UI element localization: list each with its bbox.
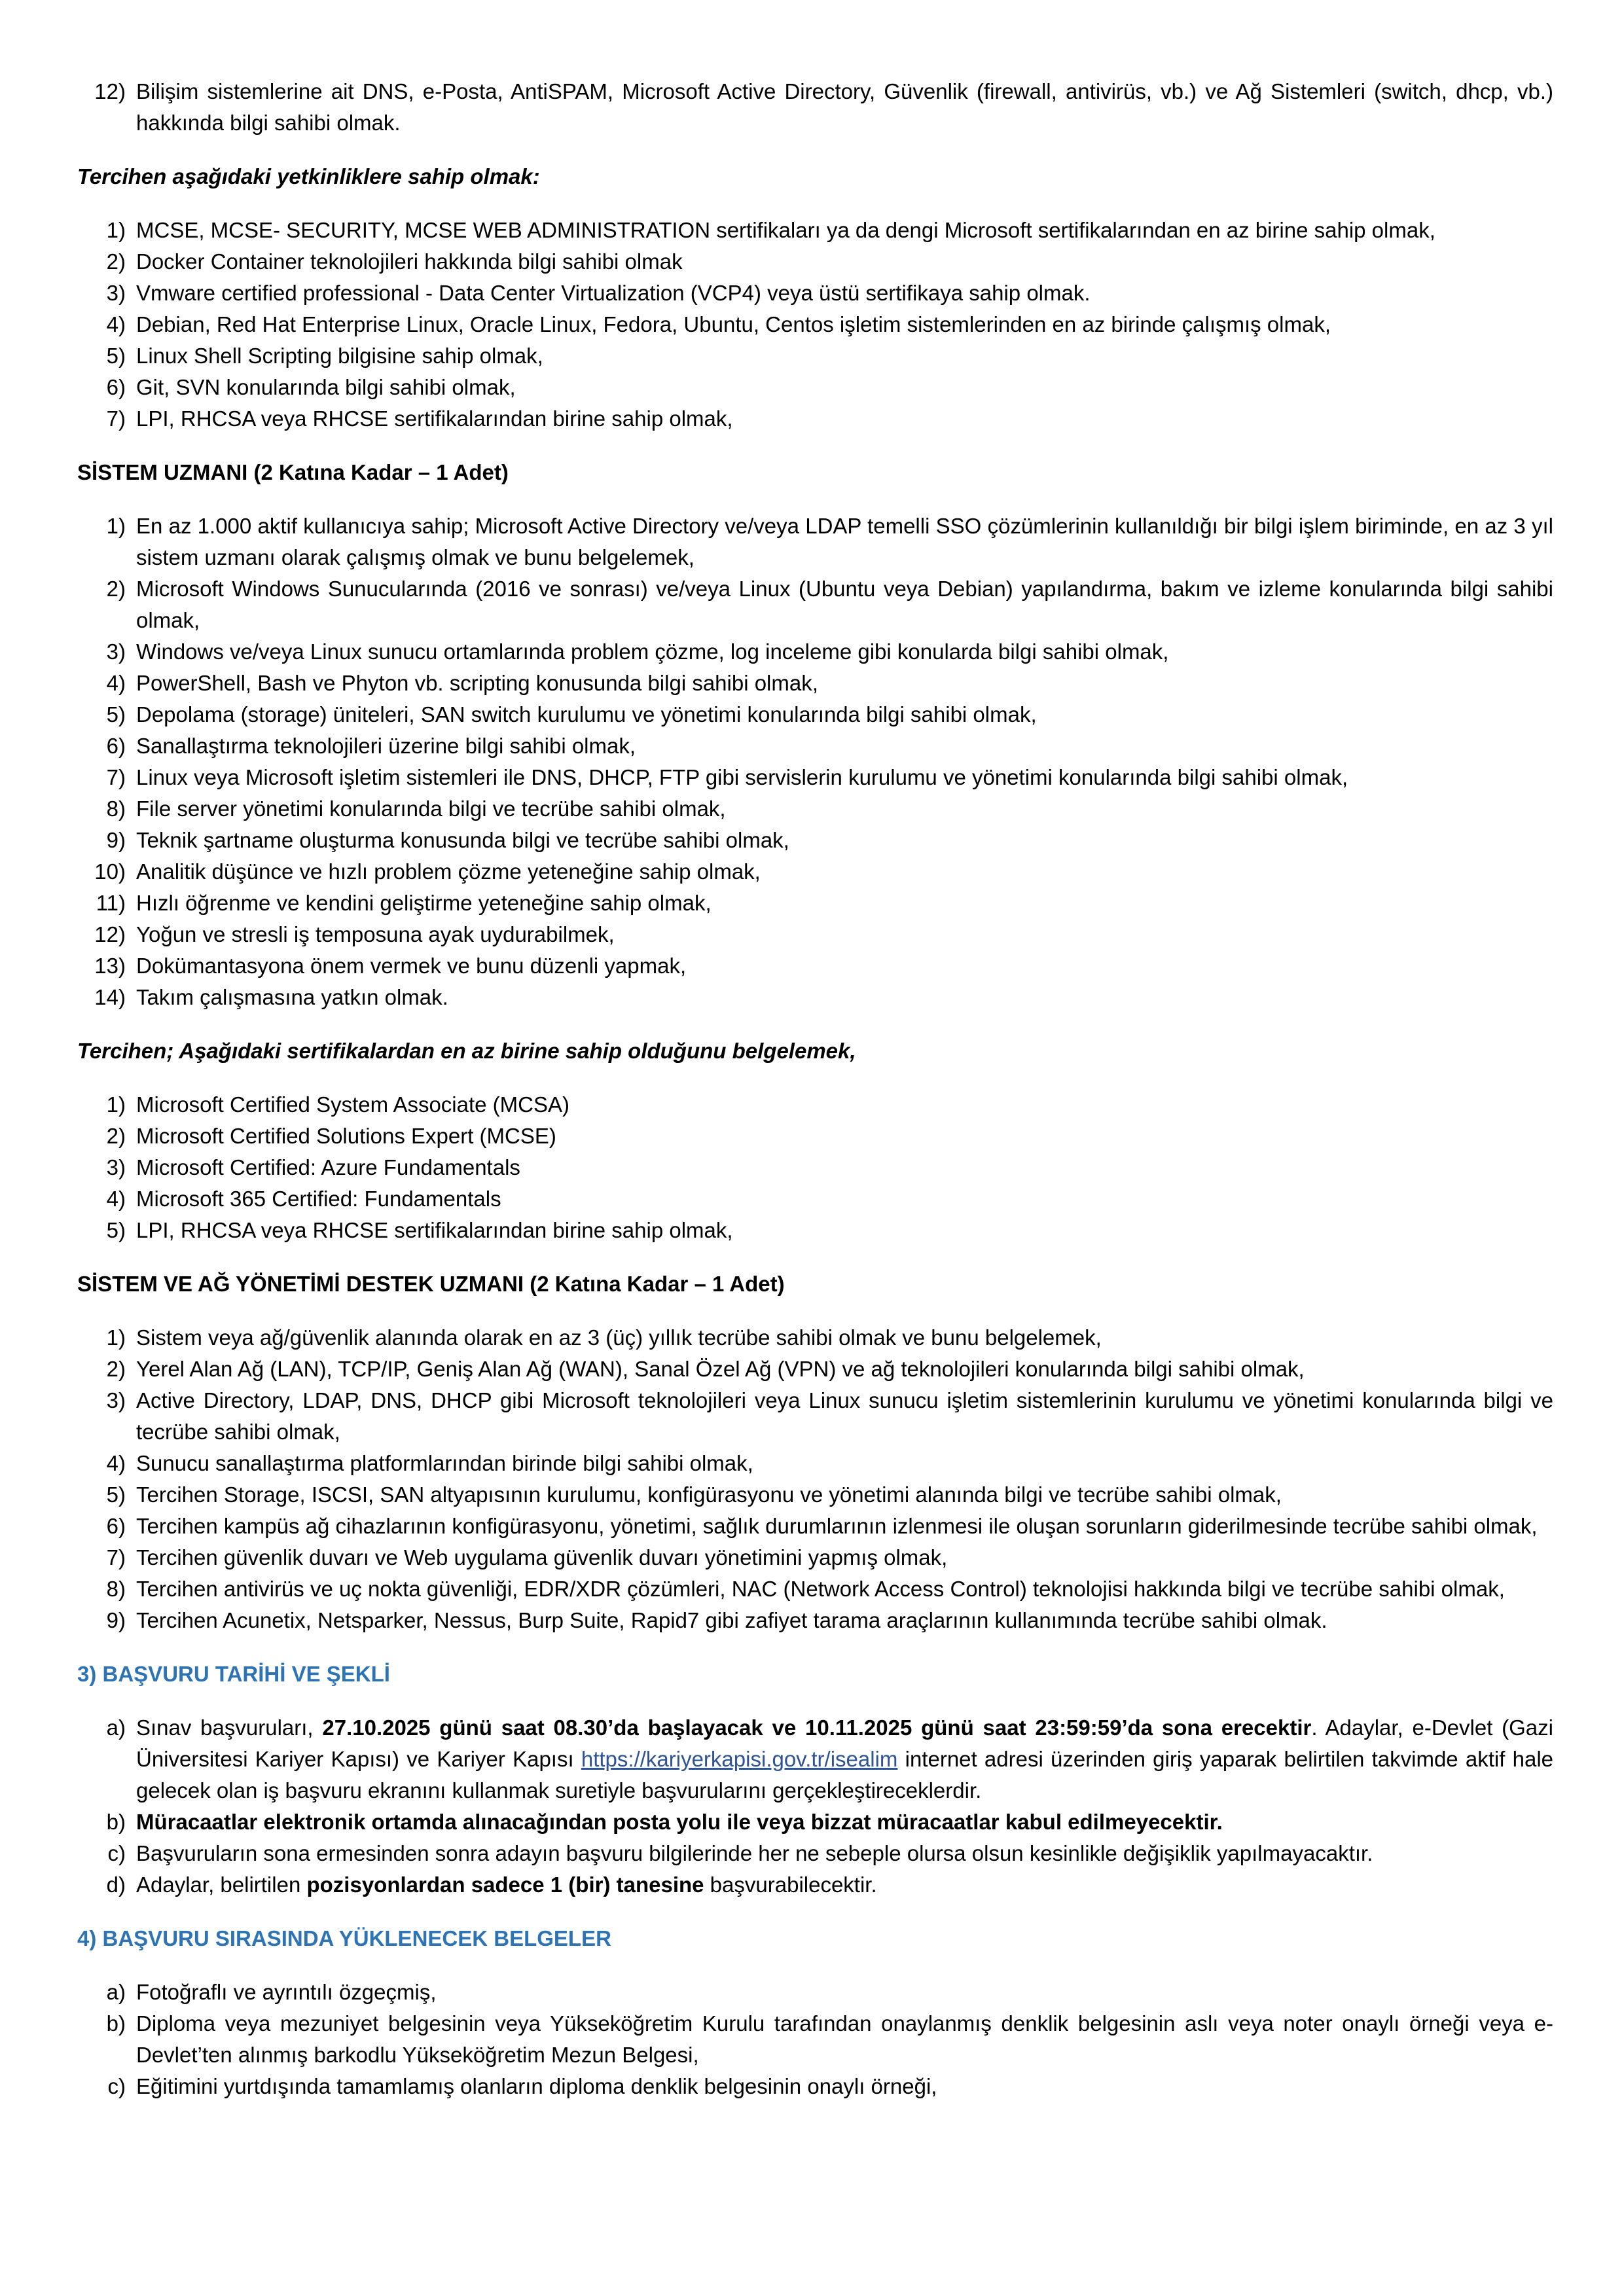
item-number: b) <box>106 1810 126 1834</box>
item-text: Başvuruların sona ermesinden sonra adayın başvuru bilgilerinde her ne sebeple olursa olsun kesinlikle değişiklik yapılmayacaktır. <box>136 1841 1373 1865</box>
list-item <box>77 1089 1553 1121</box>
item-number: 12) <box>94 79 126 103</box>
item-text: Linux Shell Scripting bilgisine sahip olmak, <box>136 344 543 368</box>
belgeler-section-heading: 4) BAŞVURU SIRASINDA YÜKLENECEK BELGELER <box>77 1926 611 1950</box>
item-text: Active Directory, LDAP, DNS, DHCP gibi Microsoft teknolojileri veya Linux sunucu işletim sistemlerinin kurulumu ve yönetimi konularında bilgi ve tecrübe sahibi olmak, <box>136 1388 1553 1444</box>
item-text: Microsoft 365 Certified: Fundamentals <box>136 1187 501 1211</box>
list-item <box>77 888 1553 919</box>
list-item <box>77 1712 1553 1806</box>
item-number: 4) <box>106 671 126 695</box>
text-run: . Adaylar, e-Devlet (Gazi Üniversitesi Kariyer Kapısı) ve Kariyer Kapısı <box>136 1715 1553 1771</box>
basvuru-list <box>77 1712 1553 1901</box>
item-number: d) <box>106 1873 126 1897</box>
item-text: Microsoft Certified: Azure Fundamentals <box>136 1155 520 1179</box>
item-number: 2) <box>106 1124 126 1148</box>
list-item <box>77 340 1553 372</box>
item-number: b) <box>106 2011 126 2036</box>
preferred-skills-heading: Tercihen aşağıdaki yetkinliklere sahip olmak: <box>77 164 540 188</box>
item-text: Dokümantasyona önem vermek ve bunu düzenli yapmak, <box>136 954 687 978</box>
item-number: 14) <box>94 985 126 1009</box>
item-text: Tercihen güvenlik duvarı ve Web uygulama güvenlik duvarı yönetimini yapmış olmak, <box>136 1545 948 1570</box>
list-item <box>77 1215 1553 1246</box>
item-text: Git, SVN konularında bilgi sahibi olmak, <box>136 375 516 399</box>
list-item <box>77 1448 1553 1479</box>
item-text: Bilişim sistemlerine ait DNS, e-Posta, AntiSPAM, Microsoft Active Directory, Güvenlik (firewall, antivirüs, vb.) ve Ağ Sistemleri (switch, dhcp, vb.) hakkında bilgi sahibi olmak. <box>136 79 1553 135</box>
item-text: Yoğun ve stresli iş temposuna ayak uydurabilmek, <box>136 922 615 946</box>
list-item <box>77 278 1553 309</box>
item-number: 8) <box>106 797 126 821</box>
item-text: Tercihen kampüs ağ cihazlarının konfigürasyonu, yönetimi, sağlık durumlarının izlenmesi ile oluşan sorunların giderilmesinde tecrübe sahibi olmak, <box>136 1514 1538 1538</box>
list-item <box>77 950 1553 982</box>
list-item <box>77 1869 1553 1901</box>
list-item <box>77 1977 1553 2008</box>
item-number: 12) <box>94 922 126 946</box>
item-number: 3) <box>106 639 126 664</box>
kariyer-kapisi-link[interactable]: https://kariyerkapisi.gov.tr/isealim <box>581 1747 898 1771</box>
belgeler-list <box>77 1977 1553 2102</box>
preferred-certificates-list <box>77 1089 1553 1246</box>
item-text <box>136 1873 877 1897</box>
list-item <box>77 762 1553 793</box>
preferred-skills-list <box>77 215 1553 435</box>
bold-dates: 27.10.2025 günü saat 08.30’da başlayacak ve 10.11.2025 günü saat 23:59:59’da sona erecektir <box>322 1715 1312 1740</box>
list-item <box>77 856 1553 888</box>
item-text: LPI, RHCSA veya RHCSE sertifikalarından birine sahip olmak, <box>136 406 733 431</box>
item-number: 11) <box>96 891 126 915</box>
item-number: c) <box>107 2074 126 2098</box>
item-text: Teknik şartname oluşturma konusunda bilgi ve tecrübe sahibi olmak, <box>136 828 789 852</box>
item-text: Sistem veya ağ/güvenlik alanında olarak en az 3 (üç) yıllık tecrübe sahibi olmak ve bunu belgelemek, <box>136 1325 1102 1350</box>
list-item <box>77 309 1553 340</box>
item-number: 7) <box>106 765 126 789</box>
item-number: 5) <box>106 702 126 726</box>
list-item <box>77 1806 1553 1838</box>
preferred-certificates-heading: Tercihen; Aşağıdaki sertifikalardan en az birine sahip olduğunu belgelemek, <box>77 1039 856 1063</box>
list-item <box>77 1479 1553 1511</box>
destek-uzmani-list <box>77 1322 1553 1636</box>
item-number: 3) <box>106 281 126 305</box>
item-text: Sanallaştırma teknolojileri üzerine bilgi sahibi olmak, <box>136 734 636 758</box>
list-item <box>77 1573 1553 1605</box>
item-text: Takım çalışmasına yatkın olmak. <box>136 985 448 1009</box>
item-text: MCSE, MCSE- SECURITY, MCSE WEB ADMINISTRATION sertifikaları ya da dengi Microsoft sertifikalarından en az birine sahip olmak, <box>136 218 1435 242</box>
item-number: 1) <box>106 1325 126 1350</box>
list-item <box>77 2008 1553 2071</box>
destek-uzmani-heading: SİSTEM VE AĞ YÖNETİMİ DESTEK UZMANI (2 Katına Kadar – 1 Adet) <box>77 1272 785 1296</box>
item-number: 3) <box>106 1155 126 1179</box>
item-number: 1) <box>106 514 126 538</box>
item-text: Microsoft Certified System Associate (MCSA) <box>136 1092 569 1117</box>
item-text: Yerel Alan Ağ (LAN), TCP/IP, Geniş Alan Ağ (WAN), Sanal Özel Ağ (VPN) ve ağ teknolojileri konularında bilgi sahibi olmak, <box>136 1357 1305 1381</box>
list-item <box>77 1542 1553 1573</box>
list-item <box>77 1121 1553 1152</box>
item-text: Vmware certified professional - Data Center Virtualization (VCP4) veya üstü sertifikaya sahip olmak. <box>136 281 1091 305</box>
item-text <box>136 1715 1553 1803</box>
text-run: internet adresi üzerinden giriş yaparak belirtilen takvimde aktif hale gelecek olan iş başvuru ekranını kullanmak suretiyle başvurularını gerçekleştireceklerdir. <box>136 1747 1554 1803</box>
item-number: 5) <box>106 344 126 368</box>
text-run: Sınav başvuruları, <box>136 1715 323 1740</box>
list-item <box>77 1385 1553 1448</box>
sistem-uzmani-heading: SİSTEM UZMANI (2 Katına Kadar – 1 Adet) <box>77 460 509 484</box>
item-text: Tercihen Acunetix, Netsparker, Nessus, Burp Suite, Rapid7 gibi zafiyet tarama araçlarının kullanımında tecrübe sahibi olmak. <box>136 1608 1327 1632</box>
list-item <box>77 668 1553 699</box>
item-text: Diploma veya mezuniyet belgesinin veya Yükseköğretim Kurulu tarafından onaylanmış denklik belgesinin aslı veya noter onaylı örneği veya e-Devlet’ten alınmış barkodlu Yükseköğretim Mezun Belgesi, <box>136 2011 1553 2067</box>
list-item <box>77 919 1553 950</box>
item-number: 6) <box>106 375 126 399</box>
item-number: 1) <box>106 218 126 242</box>
list-item <box>77 1322 1553 1354</box>
item-text: Hızlı öğrenme ve kendini geliştirme yeteneğine sahip olmak, <box>136 891 712 915</box>
list-item <box>77 982 1553 1013</box>
item-text: Tercihen antivirüs ve uç nokta güvenliği, EDR/XDR çözümleri, NAC (Network Access Control) teknolojisi hakkında bilgi ve tecrübe sahibi olmak, <box>136 1577 1505 1601</box>
item-text: Tercihen Storage, ISCSI, SAN altyapısının kurulumu, konfigürasyonu ve yönetimi alanında bilgi ve tecrübe sahibi olmak, <box>136 1482 1282 1507</box>
item-number: 6) <box>106 1514 126 1538</box>
item-number: 7) <box>106 406 126 431</box>
document-body <box>77 76 1553 2102</box>
list-item <box>77 2071 1553 2102</box>
list-item <box>77 793 1553 825</box>
intro-list <box>77 76 1553 139</box>
item-number: 4) <box>106 1451 126 1475</box>
item-number: 10) <box>94 859 126 884</box>
item-number: 5) <box>106 1482 126 1507</box>
list-item <box>77 511 1553 573</box>
item-number: 2) <box>106 249 126 274</box>
list-item <box>77 246 1553 278</box>
item-number: a) <box>106 1980 126 2004</box>
list-item <box>77 403 1553 435</box>
list-item <box>77 573 1553 636</box>
item-text: Debian, Red Hat Enterprise Linux, Oracle Linux, Fedora, Ubuntu, Centos işletim sistemlerinden en az birinde çalışmış olmak, <box>136 312 1331 336</box>
item-number: 6) <box>106 734 126 758</box>
bold-text: pozisyonlardan sadece 1 (bir) tanesine <box>306 1873 704 1897</box>
item-number: 9) <box>106 828 126 852</box>
item-text: Microsoft Windows Sunucularında (2016 ve sonrası) ve/veya Linux (Ubuntu veya Debian) yapılandırma, bakım ve izleme konularında bilgi sahibi olmak, <box>136 577 1553 632</box>
list-item <box>77 1605 1553 1636</box>
item-text: Microsoft Certified Solutions Expert (MCSE) <box>136 1124 556 1148</box>
list-item <box>77 1152 1553 1183</box>
text-run: başvurabilecektir. <box>704 1873 877 1897</box>
item-text: LPI, RHCSA veya RHCSE sertifikalarından birine sahip olmak, <box>136 1218 733 1242</box>
item-number: 4) <box>106 312 126 336</box>
item-number: 9) <box>106 1608 126 1632</box>
list-item <box>77 1511 1553 1542</box>
list-item <box>77 730 1553 762</box>
item-text: PowerShell, Bash ve Phyton vb. scripting konusunda bilgi sahibi olmak, <box>136 671 818 695</box>
item-number: c) <box>107 1841 126 1865</box>
item-text: Docker Container teknolojileri hakkında bilgi sahibi olmak <box>136 249 683 274</box>
text-run: Adaylar, belirtilen <box>136 1873 307 1897</box>
item-text: Eğitimini yurtdışında tamamlamış olanların diploma denklik belgesinin onaylı örneği, <box>136 2074 937 2098</box>
item-text: Windows ve/veya Linux sunucu ortamlarında problem çözme, log inceleme gibi konularda bilgi sahibi olmak, <box>136 639 1169 664</box>
item-number: 5) <box>106 1218 126 1242</box>
item-text: Analitik düşünce ve hızlı problem çözme yeteneğine sahip olmak, <box>136 859 761 884</box>
list-item <box>77 825 1553 856</box>
item-number: 8) <box>106 1577 126 1601</box>
item-number: 2) <box>106 1357 126 1381</box>
list-item <box>77 76 1553 139</box>
item-text: En az 1.000 aktif kullanıcıya sahip; Microsoft Active Directory ve/veya LDAP temelli SSO çözümlerinin kullanıldığı bir bilgi işlem biriminde, en az 3 yıl sistem uzmanı olarak çalışmış olmak ve bunu belgelemek, <box>136 514 1553 569</box>
sistem-uzmani-list <box>77 511 1553 1013</box>
item-number: 7) <box>106 1545 126 1570</box>
list-item <box>77 1183 1553 1215</box>
item-text: Müracaatlar elektronik ortamda alınacağından posta yolu ile veya bizzat müracaatlar kabul edilmeyecektir. <box>136 1810 1223 1834</box>
list-item <box>77 1838 1553 1869</box>
item-number: 2) <box>106 577 126 601</box>
item-text: Linux veya Microsoft işletim sistemleri ile DNS, DHCP, FTP gibi servislerin kurulumu ve yönetimi konularında bilgi sahibi olmak, <box>136 765 1348 789</box>
item-text: File server yönetimi konularında bilgi ve tecrübe sahibi olmak, <box>136 797 726 821</box>
item-number: 1) <box>106 1092 126 1117</box>
item-text: Fotoğraflı ve ayrıntılı özgeçmiş, <box>136 1980 437 2004</box>
list-item <box>77 215 1553 246</box>
list-item <box>77 699 1553 730</box>
list-item <box>77 372 1553 403</box>
item-number: 13) <box>94 954 126 978</box>
item-text: Depolama (storage) üniteleri, SAN switch kurulumu ve yönetimi konularında bilgi sahibi olmak, <box>136 702 1037 726</box>
item-number: 4) <box>106 1187 126 1211</box>
item-text: Sunucu sanallaştırma platformlarından birinde bilgi sahibi olmak, <box>136 1451 753 1475</box>
list-item <box>77 1354 1553 1385</box>
list-item <box>77 636 1553 668</box>
item-number: a) <box>106 1715 126 1740</box>
item-number: 3) <box>106 1388 126 1412</box>
basvuru-section-heading: 3) BAŞVURU TARİHİ VE ŞEKLİ <box>77 1662 390 1686</box>
